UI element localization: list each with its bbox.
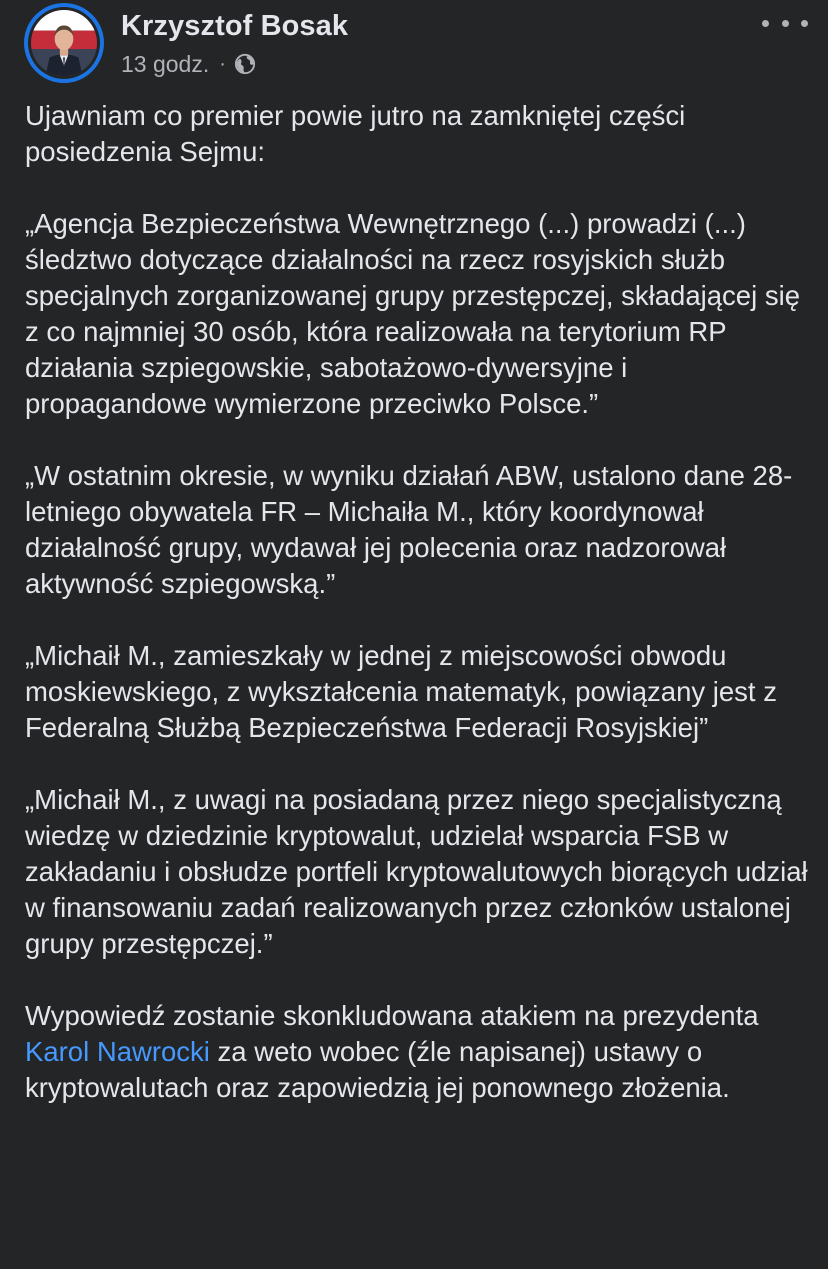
post-paragraph: „Agencja Bezpieczeństwa Wewnętrznego (...) prowadzi (...) śledztwo dotyczące działalności na rzecz rosyjskich służb specjalnych zorganizowanej grupy przestępczej, składającej się z co najmniej 30 osób, która realizowała na terytorium RP działania szpiegowskie, sabotażowo-dywersyjne i propagandowe wymierzone przeciwko Polsce.” bbox=[25, 208, 800, 419]
avatar-ring-gap bbox=[28, 7, 100, 79]
post-final-paragraph bbox=[25, 998, 810, 1106]
post-meta bbox=[121, 50, 256, 78]
author-avatar[interactable] bbox=[24, 3, 104, 83]
mention-link[interactable]: Karol Nawrocki bbox=[25, 1036, 210, 1067]
avatar-photo bbox=[31, 10, 97, 76]
post-body bbox=[25, 98, 810, 1106]
post-header bbox=[0, 0, 828, 90]
more-options-button[interactable] bbox=[762, 10, 808, 36]
post-timestamp[interactable]: 13 godz. bbox=[121, 50, 210, 77]
meta-separator: · bbox=[219, 52, 226, 75]
more-dot bbox=[801, 20, 808, 27]
post-paragraph: „Michaił M., zamieszkały w jednej z miejscowości obwodu moskiewskiego, z wykształcenia matematyk, powiązany jest z Federalną Służbą Bezpieczeństwa Federacji Rosyjskiej” bbox=[25, 640, 777, 743]
post-paragraph: „Michaił M., z uwagi na posiadaną przez niego specjalistyczną wiedzę w dziedzinie kryptowalut, udzielał wsparcia FSB w zakładaniu i obsłudze portfeli kryptowalutowych biorących udział w finansowaniu zadań realizowanych przez członków ustalonej grupy przestępczej.” bbox=[25, 784, 808, 959]
author-name[interactable]: Krzysztof Bosak bbox=[121, 10, 349, 42]
more-dot bbox=[782, 20, 789, 27]
post-paragraph: Ujawniam co premier powie jutro na zamkniętej części posiedzenia Sejmu: bbox=[25, 100, 686, 167]
more-dot bbox=[762, 20, 769, 27]
globe-icon[interactable] bbox=[234, 53, 256, 75]
post-paragraph: „W ostatnim okresie, w wyniku działań ABW, ustalono dane 28-letniego obywatela FR – Michaiła M., który koordynował działalność grupy, wydawał jej polecenia oraz nadzorował aktywność szpiegowską.” bbox=[25, 460, 793, 599]
final-text-after: za weto wobec (źle napisanej) ustawy o kryptowalutach oraz zapowiedzią jej ponownego złożenia. bbox=[25, 1036, 730, 1103]
final-text-before: Wypowiedź zostanie skonkludowana atakiem na prezydenta bbox=[25, 1000, 759, 1031]
